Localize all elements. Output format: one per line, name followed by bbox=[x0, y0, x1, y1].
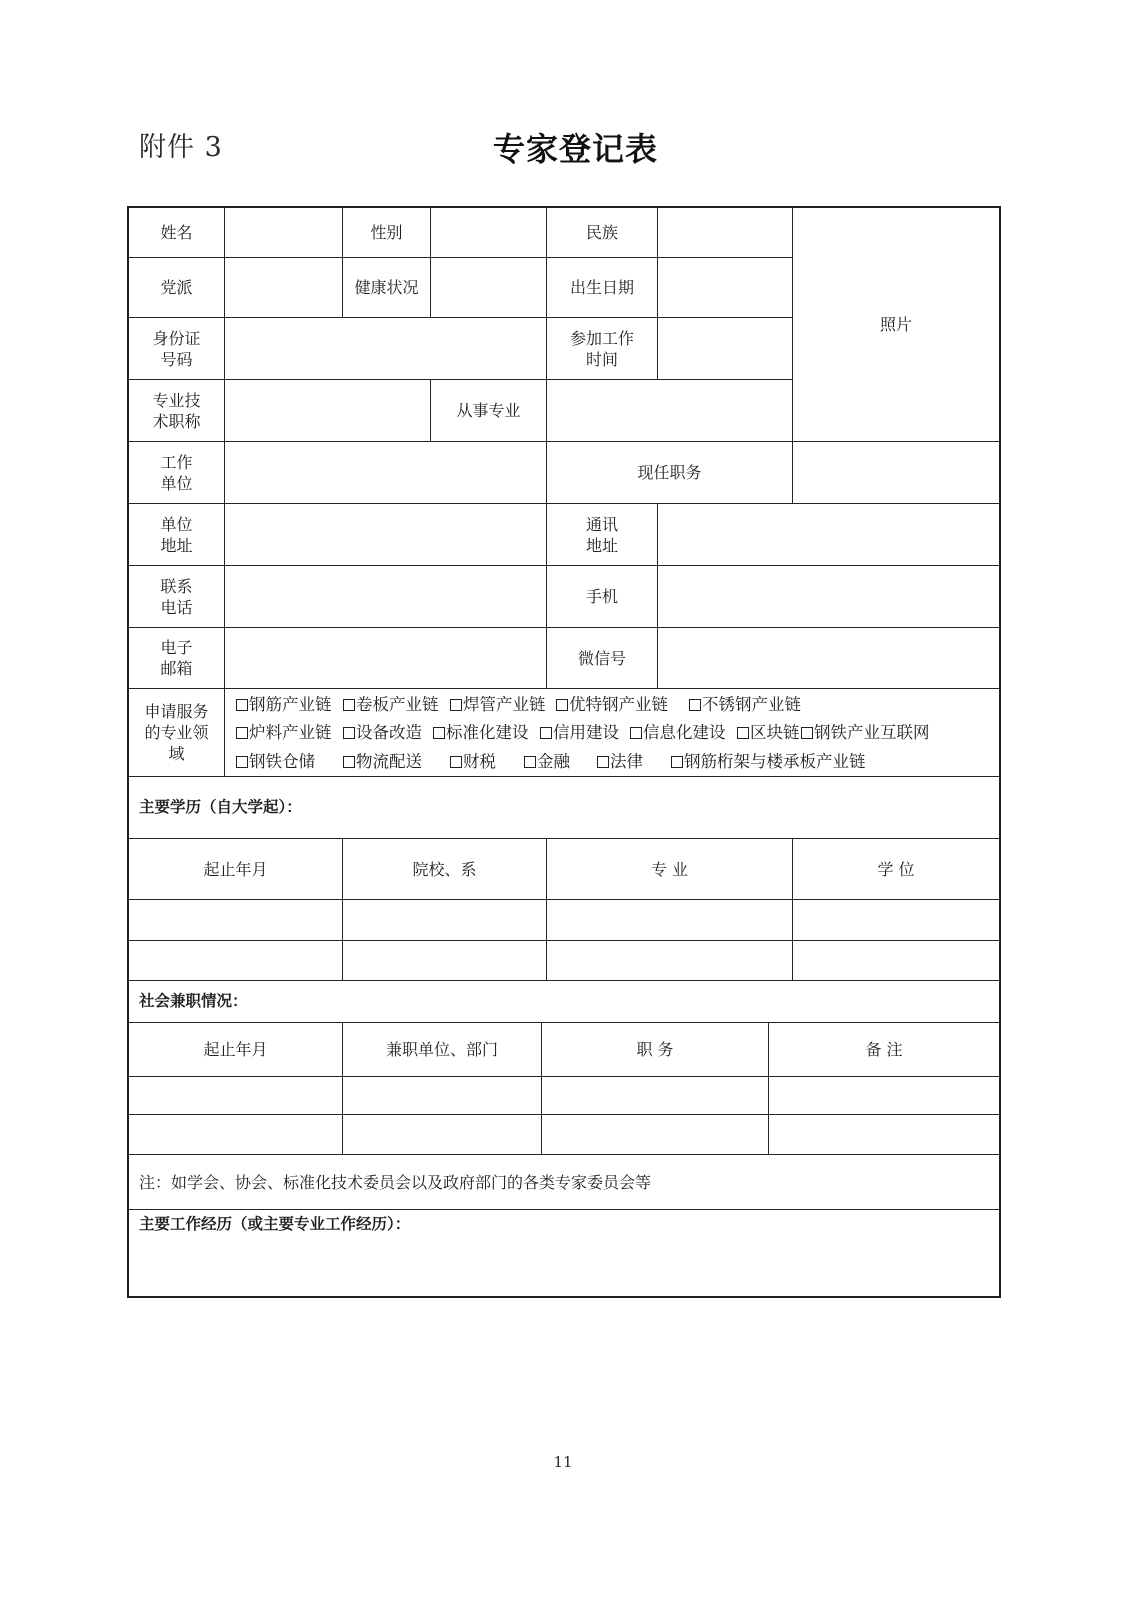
service-fields-options bbox=[225, 689, 1001, 777]
party-label: 党派 bbox=[127, 258, 225, 318]
service-option bbox=[689, 695, 801, 715]
employer-label bbox=[127, 442, 225, 504]
education-row-cell bbox=[127, 941, 343, 981]
service-option-label: 不锈钢产业链 bbox=[702, 695, 801, 714]
part-time-note: 注：如学会、协会、标准化技术委员会以及政府部门的各类专家委员会等 bbox=[127, 1155, 1001, 1210]
service-option-label: 信用建设 bbox=[553, 723, 619, 742]
attachment-label: 附件 3 bbox=[139, 132, 223, 163]
service-option bbox=[540, 723, 619, 743]
service-option bbox=[737, 723, 800, 743]
ethnicity-label: 民族 bbox=[547, 206, 658, 258]
checkbox bbox=[556, 699, 568, 711]
mobile-label: 手机 bbox=[547, 566, 658, 628]
ethnicity-field bbox=[658, 206, 793, 258]
education-col-period: 起止年月 bbox=[127, 839, 343, 900]
education-row-cell bbox=[547, 900, 793, 941]
specialty-field bbox=[547, 380, 793, 442]
service-fields-label bbox=[127, 689, 225, 777]
employer-address-label-line: 地址 bbox=[160, 535, 193, 555]
education-col-major: 专 业 bbox=[547, 839, 793, 900]
email-field bbox=[225, 628, 547, 689]
service-fields-label-line: 申请服务 bbox=[144, 702, 209, 721]
service-option-label: 炉料产业链 bbox=[249, 723, 332, 742]
checkbox bbox=[689, 699, 701, 711]
service-option-label: 优特钢产业链 bbox=[569, 695, 668, 714]
employer-address-label-line: 单位 bbox=[160, 514, 193, 534]
checkbox bbox=[630, 727, 642, 739]
service-option bbox=[556, 695, 668, 715]
phone-label-line: 电话 bbox=[160, 597, 193, 617]
service-option bbox=[343, 752, 422, 772]
checkbox bbox=[236, 699, 248, 711]
checkbox bbox=[236, 756, 248, 768]
part-time-row-cell bbox=[127, 1115, 343, 1155]
service-option-label: 钢铁仓储 bbox=[249, 752, 315, 771]
phone-label-line: 联系 bbox=[160, 576, 193, 596]
part-time-col-period: 起止年月 bbox=[127, 1023, 343, 1077]
service-option-label: 卷板产业链 bbox=[356, 695, 439, 714]
birth-date-label: 出生日期 bbox=[547, 258, 658, 318]
part-time-row-cell bbox=[542, 1115, 769, 1155]
part-time-row-cell bbox=[343, 1077, 542, 1115]
service-option bbox=[597, 752, 643, 772]
service-option-label: 钢铁产业互联网 bbox=[814, 723, 930, 742]
education-row-cell bbox=[793, 900, 1001, 941]
phone-label bbox=[127, 566, 225, 628]
service-option bbox=[433, 723, 529, 743]
checkbox bbox=[540, 727, 552, 739]
part-time-row-cell bbox=[542, 1077, 769, 1115]
checkbox bbox=[737, 727, 749, 739]
work-start-label bbox=[547, 318, 658, 380]
professional-title-label-line: 术职称 bbox=[152, 411, 201, 431]
current-position-field bbox=[793, 442, 1001, 504]
service-option bbox=[801, 723, 930, 743]
id-number-label-line: 号码 bbox=[160, 349, 193, 369]
wechat-field bbox=[658, 628, 1001, 689]
photo-box bbox=[793, 206, 1001, 442]
professional-title-field bbox=[225, 380, 431, 442]
service-option-label: 焊管产业链 bbox=[463, 695, 546, 714]
employer-label-line: 单位 bbox=[160, 473, 193, 493]
checkbox bbox=[343, 727, 355, 739]
employer-label-line: 工作 bbox=[160, 452, 193, 472]
service-option-label: 钢筋桁架与楼承板产业链 bbox=[684, 752, 866, 771]
phone-field bbox=[225, 566, 547, 628]
work-start-label-line: 时间 bbox=[585, 349, 618, 369]
work-start-label-line: 参加工作 bbox=[569, 328, 634, 348]
mailing-address-label bbox=[547, 504, 658, 566]
checkbox bbox=[801, 727, 813, 739]
name-field bbox=[225, 206, 343, 258]
employer-address-label bbox=[127, 504, 225, 566]
service-option bbox=[343, 695, 439, 715]
part-time-col-remarks: 备 注 bbox=[769, 1023, 1001, 1077]
current-position-label: 现任职务 bbox=[547, 442, 793, 504]
part-time-heading: 社会兼职情况： bbox=[127, 981, 1001, 1023]
email-label bbox=[127, 628, 225, 689]
checkbox bbox=[450, 699, 462, 711]
education-row-cell bbox=[343, 941, 547, 981]
name-label: 姓名 bbox=[127, 206, 225, 258]
part-time-row-cell bbox=[343, 1115, 542, 1155]
education-row-cell bbox=[547, 941, 793, 981]
service-option bbox=[450, 752, 496, 772]
service-fields-label-line: 域 bbox=[168, 744, 185, 763]
service-option-label: 财税 bbox=[463, 752, 496, 771]
professional-title-label bbox=[127, 380, 225, 442]
part-time-row-cell bbox=[127, 1077, 343, 1115]
education-row-cell bbox=[793, 941, 1001, 981]
checkbox bbox=[524, 756, 536, 768]
service-option bbox=[450, 695, 546, 715]
service-option bbox=[524, 752, 570, 772]
part-time-row-cell bbox=[769, 1077, 1001, 1115]
health-label: 健康状况 bbox=[343, 258, 431, 318]
part-time-col-organization: 兼职单位、部门 bbox=[343, 1023, 542, 1077]
work-start-field bbox=[658, 318, 793, 380]
part-time-row-cell bbox=[769, 1115, 1001, 1155]
specialty-label: 从事专业 bbox=[431, 380, 547, 442]
employer-field bbox=[225, 442, 547, 504]
service-option-label: 金融 bbox=[537, 752, 570, 771]
id-number-label bbox=[127, 318, 225, 380]
education-heading: 主要学历（自大学起）： bbox=[127, 777, 1001, 839]
checkbox bbox=[433, 727, 445, 739]
service-option bbox=[671, 752, 866, 772]
checkbox bbox=[343, 756, 355, 768]
education-col-school: 院校、系 bbox=[343, 839, 547, 900]
email-label-line: 电子 bbox=[160, 638, 193, 657]
part-time-col-position: 职 务 bbox=[542, 1023, 769, 1077]
work-history-heading: 主要工作经历（或主要专业工作经历）： bbox=[127, 1210, 1001, 1298]
id-number-label-line: 身份证 bbox=[152, 328, 201, 348]
mobile-field bbox=[658, 566, 1001, 628]
health-field bbox=[431, 258, 547, 318]
checkbox bbox=[236, 727, 248, 739]
wechat-label: 微信号 bbox=[547, 628, 658, 689]
service-option bbox=[343, 723, 422, 743]
service-option bbox=[236, 695, 332, 715]
form-title: 专家登记表 bbox=[493, 130, 659, 168]
checkbox bbox=[450, 756, 462, 768]
service-option-label: 区块链 bbox=[750, 723, 800, 742]
gender-field bbox=[431, 206, 547, 258]
education-row-cell bbox=[343, 900, 547, 941]
gender-label: 性别 bbox=[343, 206, 431, 258]
checkbox bbox=[671, 756, 683, 768]
id-number-field bbox=[225, 318, 547, 380]
birth-date-field bbox=[658, 258, 793, 318]
service-option bbox=[236, 752, 315, 772]
party-field bbox=[225, 258, 343, 318]
mailing-address-label-line: 通讯 bbox=[585, 514, 618, 534]
service-option-label: 信息化建设 bbox=[643, 723, 726, 742]
email-label-line: 邮箱 bbox=[160, 659, 193, 678]
service-option-label: 设备改造 bbox=[356, 723, 422, 742]
photo-label: 照片 bbox=[879, 315, 912, 334]
service-fields-label-line: 的专业领 bbox=[144, 723, 209, 742]
page-number: 11 bbox=[553, 1453, 573, 1471]
checkbox bbox=[597, 756, 609, 768]
service-option-label: 物流配送 bbox=[356, 752, 422, 771]
education-row-cell bbox=[127, 900, 343, 941]
mailing-address-label-line: 地址 bbox=[585, 535, 618, 555]
employer-address-field bbox=[225, 504, 547, 566]
service-option bbox=[630, 723, 726, 743]
professional-title-label-line: 专业技 bbox=[152, 390, 201, 410]
education-col-degree: 学 位 bbox=[793, 839, 1001, 900]
checkbox bbox=[343, 699, 355, 711]
service-option-label: 钢筋产业链 bbox=[249, 695, 332, 714]
service-option-label: 法律 bbox=[610, 752, 643, 771]
service-option bbox=[236, 723, 332, 743]
service-option-label: 标准化建设 bbox=[446, 723, 529, 742]
mailing-address-field bbox=[658, 504, 1001, 566]
